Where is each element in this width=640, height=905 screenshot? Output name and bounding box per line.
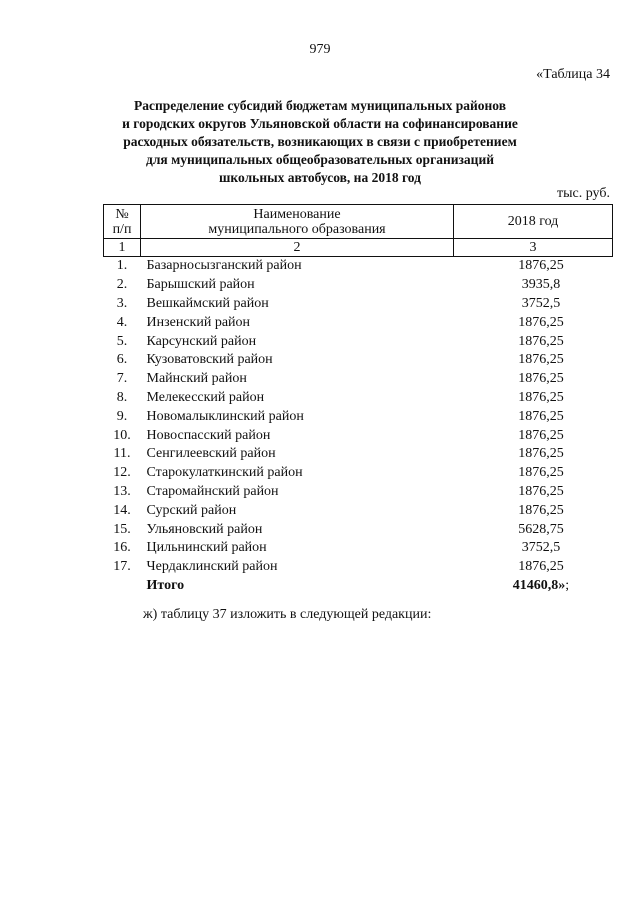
row-number: 3. [116, 295, 128, 311]
table-row [104, 351, 613, 370]
subsidy-amount: 1876,25 [518, 314, 564, 330]
subsidy-amount: 1876,25 [518, 502, 564, 518]
table-row [104, 276, 613, 295]
row-number: 5. [116, 333, 128, 349]
title-line: и городских округов Ульяновской области на софинансирование [122, 116, 518, 131]
subsidy-amount: 5628,75 [518, 521, 564, 537]
subsidy-amount: 1876,25 [518, 258, 564, 274]
district-name: Базарносызганский район [146, 258, 302, 274]
district-name: Майнский район [146, 371, 247, 387]
row-number: 8. [116, 389, 128, 405]
row-number: 12. [113, 465, 131, 481]
district-name: Вешкаймский район [146, 295, 269, 311]
title-line: школьных автобусов, на 2018 год [219, 170, 421, 185]
title-line: Распределение субсидий бюджетам муниципальных районов [133, 98, 507, 113]
table-row [104, 370, 613, 389]
table-row [104, 389, 613, 408]
row-number: 17. [113, 559, 131, 575]
table-row [104, 407, 613, 426]
district-name: Сурский район [146, 502, 237, 518]
district-name: Кузоватовский район [146, 352, 273, 368]
total-row [104, 577, 613, 596]
subsidy-amount: 1876,25 [518, 352, 564, 368]
header-name-line2: муниципального образования [208, 221, 386, 237]
total-amount: 41460,8» [512, 577, 566, 593]
row-number: 14. [113, 502, 131, 518]
table-body [104, 257, 613, 596]
row-number: 2. [116, 277, 128, 293]
amendment-text: ж) таблицу 37 изложить в следующей редакции: [143, 607, 432, 622]
subsidy-amount: 1876,25 [518, 465, 564, 481]
header-number-line1: № [115, 206, 129, 222]
table-row [104, 295, 613, 314]
header-name [141, 205, 454, 239]
table-header [104, 205, 613, 257]
subsidy-amount: 3752,5 [521, 295, 561, 311]
header-number [104, 205, 141, 239]
table-row [104, 313, 613, 332]
district-name: Старокулаткинский район [146, 465, 303, 481]
column-index-row [104, 239, 613, 257]
units-label: тыс. руб. [557, 186, 610, 201]
district-name: Барышский район [146, 277, 255, 293]
table-row [104, 501, 613, 520]
row-number: 10. [113, 427, 131, 443]
subsidy-amount: 1876,25 [518, 483, 564, 499]
row-number: 1. [116, 258, 128, 274]
subsidy-amount: 1876,25 [518, 408, 564, 424]
total-empty-cell [104, 577, 141, 596]
district-name: Чердаклинский район [146, 559, 278, 575]
column-index: 3 [454, 239, 613, 257]
subsidy-amount: 3752,5 [521, 540, 561, 556]
district-name: Карсунский район [146, 333, 257, 349]
subsidy-amount: 1876,25 [518, 333, 564, 349]
total-suffix: ; [565, 577, 570, 593]
row-number: 4. [116, 314, 128, 330]
total-label: Итого [146, 577, 185, 593]
table-row [104, 332, 613, 351]
row-number: 16. [113, 540, 131, 556]
district-name: Ульяновский район [146, 521, 263, 537]
header-name-line1: Наименование [253, 206, 341, 222]
table-row [104, 445, 613, 464]
table-row [104, 539, 613, 558]
table-label: «Таблица 34 [536, 67, 610, 82]
row-number: 7. [116, 371, 128, 387]
row-number: 13. [113, 483, 131, 499]
district-name: Цильнинский район [146, 540, 267, 556]
row-number: 9. [116, 408, 128, 424]
district-name: Сенгилеевский район [146, 446, 276, 462]
page-number: 979 [309, 42, 331, 57]
subsidy-amount: 1876,25 [518, 446, 564, 462]
district-name: Новомалыклинский район [146, 408, 304, 424]
table-row [104, 520, 613, 539]
header-row [104, 205, 613, 239]
subsidy-table-container [103, 204, 612, 595]
column-index: 1 [104, 239, 141, 257]
row-number: 6. [116, 352, 128, 368]
subsidy-amount: 3935,8 [521, 277, 561, 293]
subsidy-amount: 1876,25 [518, 389, 564, 405]
table-row [104, 558, 613, 577]
district-name: Мелекесский район [146, 389, 265, 405]
table-row [104, 464, 613, 483]
total-amount-cell [454, 577, 613, 596]
title-line: для муниципальных общеобразовательных организаций [145, 152, 495, 167]
header-number-line2: п/п [112, 221, 132, 237]
column-index: 2 [141, 239, 454, 257]
district-name: Новоспасский район [146, 427, 271, 443]
table-row [104, 483, 613, 502]
subsidy-table [103, 204, 613, 595]
row-number: 11. [113, 446, 131, 462]
district-name: Инзенский район [146, 314, 251, 330]
header-year: 2018 год [454, 205, 613, 239]
document-title [110, 97, 530, 187]
table-row [104, 257, 613, 276]
subsidy-amount: 1876,25 [518, 559, 564, 575]
district-name: Старомайнский район [146, 483, 279, 499]
row-number: 15. [113, 521, 131, 537]
title-line: расходных обязательств, возникающих в связи с приобретением [123, 134, 517, 149]
subsidy-amount: 1876,25 [518, 371, 564, 387]
subsidy-amount: 1876,25 [518, 427, 564, 443]
table-row [104, 426, 613, 445]
